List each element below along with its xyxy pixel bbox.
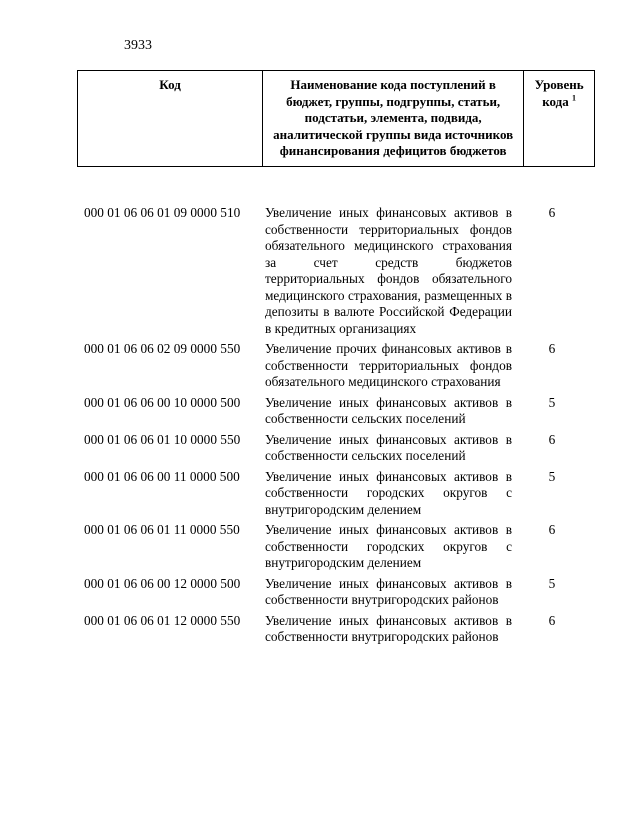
row-level: 6 bbox=[548, 341, 556, 356]
table-row bbox=[84, 341, 584, 391]
header-name bbox=[263, 71, 524, 167]
row-name: Увеличение иных финансовых активов в собственности городских округов с внутригородским делением bbox=[265, 468, 512, 517]
header-code-label: Код bbox=[159, 77, 181, 92]
row-level: 6 bbox=[548, 431, 556, 447]
row-name: Увеличение иных финансовых активов в собственности территориальных фондов обязательного медицинского страхования за счет средств бюджетов территориальных фондов обязательного медицинского страхования, размещенных в депозиты в валюте Российской Федерации в кредитных организациях bbox=[265, 205, 512, 336]
row-code: 000 01 06 06 00 12 0000 500 bbox=[84, 575, 241, 591]
page-number: 3933 bbox=[124, 38, 152, 53]
header-code bbox=[78, 71, 263, 167]
table-row bbox=[84, 205, 584, 337]
row-code: 000 01 06 06 01 10 0000 550 bbox=[84, 431, 241, 447]
row-level: 6 bbox=[548, 612, 556, 628]
table-header bbox=[77, 70, 595, 167]
row-level: 5 bbox=[548, 575, 556, 591]
header-level bbox=[524, 71, 595, 167]
row-code: 000 01 06 06 00 10 0000 500 bbox=[84, 394, 241, 410]
row-name: Увеличение иных финансовых активов в собственности городских округов с внутригородским делением bbox=[265, 522, 512, 570]
row-name: Увеличение иных финансовых активов в собственности сельских поселений bbox=[265, 431, 512, 463]
row-name: Увеличение прочих финансовых активов в собственности территориальных фондов обязательного медицинского страхования bbox=[265, 341, 512, 389]
row-code: 000 01 06 06 01 09 0000 510 bbox=[84, 205, 241, 220]
row-code: 000 01 06 06 01 12 0000 550 bbox=[84, 612, 241, 628]
row-level: 5 bbox=[548, 394, 556, 410]
row-code: 000 01 06 06 02 09 0000 550 bbox=[84, 341, 241, 356]
footnote-marker: 1 bbox=[572, 93, 576, 103]
table-row bbox=[84, 469, 584, 519]
row-level: 6 bbox=[548, 522, 556, 537]
row-level: 6 bbox=[548, 205, 556, 220]
row-level: 5 bbox=[548, 468, 556, 484]
header-level-label: Уровень кода bbox=[534, 77, 584, 109]
table-row bbox=[84, 576, 584, 609]
table-row bbox=[84, 613, 584, 646]
table-row bbox=[84, 522, 584, 572]
budget-code-list bbox=[84, 205, 584, 650]
table-row bbox=[84, 432, 584, 465]
header-name-label: Наименование кода поступлений в бюджет, группы, подгруппы, статьи, подстатьи, элемента, подвида, аналитической группы вида источников финансирования дефицитов бюджетов bbox=[273, 77, 514, 158]
table-row bbox=[84, 395, 584, 428]
row-name: Увеличение иных финансовых активов в собственности внутригородских районов bbox=[265, 612, 512, 644]
row-name: Увеличение иных финансовых активов в собственности внутригородских районов bbox=[265, 575, 512, 607]
row-code: 000 01 06 06 01 11 0000 550 bbox=[84, 522, 240, 537]
row-code: 000 01 06 06 00 11 0000 500 bbox=[84, 468, 240, 484]
row-name: Увеличение иных финансовых активов в собственности сельских поселений bbox=[265, 394, 512, 426]
